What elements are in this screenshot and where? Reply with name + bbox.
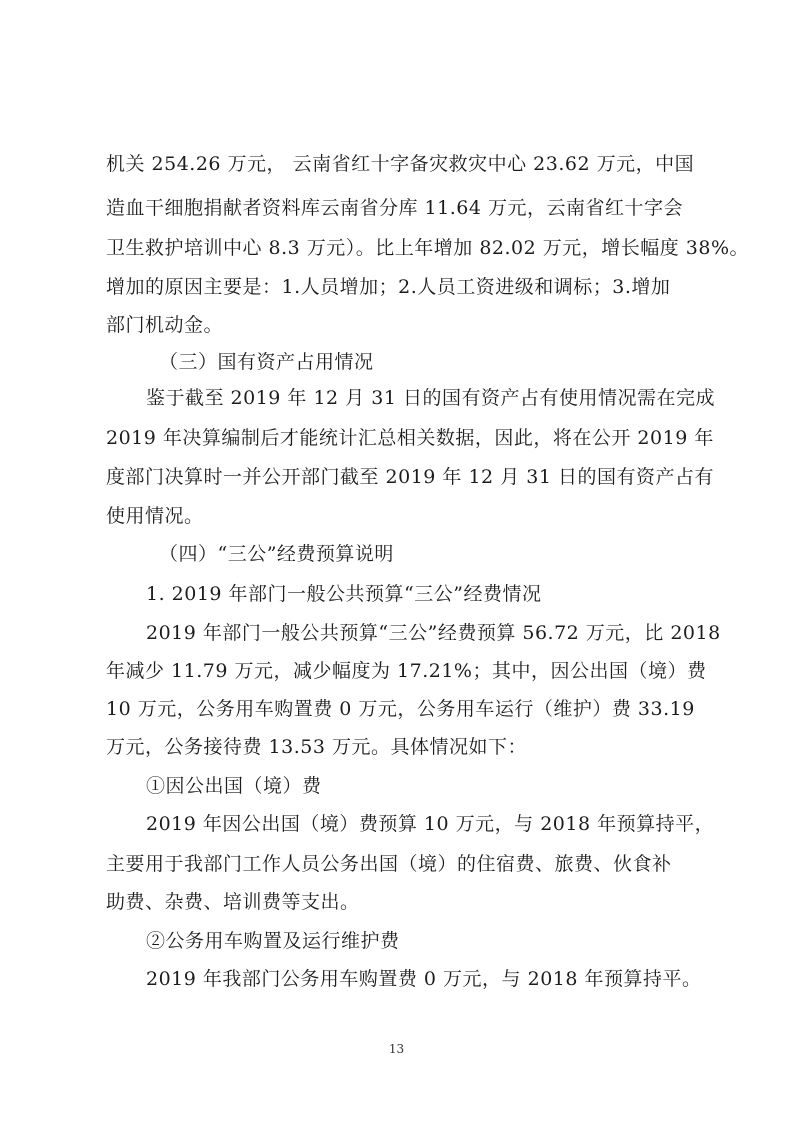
body-line: 增加的原因主要是：1.人员增加；2.人员工资进级和调标；3.增加 bbox=[106, 276, 671, 298]
item-heading: ①因公出国（境）费 bbox=[146, 775, 322, 797]
body-line: 造血干细胞捐献者资料库云南省分库 11.64 万元，云南省红十字会 bbox=[106, 197, 683, 219]
item-heading: ②公务用车购置及运行维护费 bbox=[146, 930, 400, 952]
body-line: 主要用于我部门工作人员公务出国（境）的住宿费、旅费、伙食补 bbox=[106, 853, 672, 875]
body-line: 机关 254.26 万元， 云南省红十字备灾救灾中心 23.62 万元，中国 bbox=[106, 153, 695, 175]
body-line: 卫生救护培训中心 8.3 万元）。比上年增加 82.02 万元，增长幅度 38%。 bbox=[106, 237, 750, 259]
body-line: 助费、杂费、培训费等支出。 bbox=[106, 891, 360, 913]
body-line: 年减少 11.79 万元，减少幅度为 17.21%；其中，因公出国（境）费 bbox=[106, 660, 707, 682]
section-heading: （三）国有资产占用情况 bbox=[159, 351, 374, 373]
body-line: 2019 年我部门公务用车购置费 0 万元，与 2018 年预算持平。 bbox=[146, 968, 702, 990]
body-line: 2019 年部门一般公共预算“三公”经费预算 56.72 万元，比 2018 bbox=[146, 622, 721, 644]
body-line: 度部门决算时一并公开部门截至 2019 年 12 月 31 日的国有资产占有 bbox=[106, 466, 714, 488]
subsection-heading: 1. 2019 年部门一般公共预算“三公”经费情况 bbox=[146, 583, 542, 605]
body-line: 使用情况。 bbox=[106, 505, 204, 527]
section-heading: （四）“三公”经费预算说明 bbox=[159, 543, 394, 565]
body-line: 部门机动金。 bbox=[106, 314, 224, 336]
body-line: 2019 年决算编制后才能统计汇总相关数据，因此，将在公开 2019 年 bbox=[106, 427, 714, 449]
body-line: 万元，公务接待费 13.53 万元。具体情况如下： bbox=[106, 736, 527, 758]
page-number: 13 bbox=[388, 1042, 405, 1056]
body-line: 2019 年因公出国（境）费预算 10 万元，与 2018 年预算持平， bbox=[146, 813, 715, 835]
body-line: 鉴于截至 2019 年 12 月 31 日的国有资产占有使用情况需在完成 bbox=[146, 387, 715, 409]
body-line: 10 万元，公务用车购置费 0 万元，公务用车运行（维护）费 33.19 bbox=[106, 698, 695, 720]
